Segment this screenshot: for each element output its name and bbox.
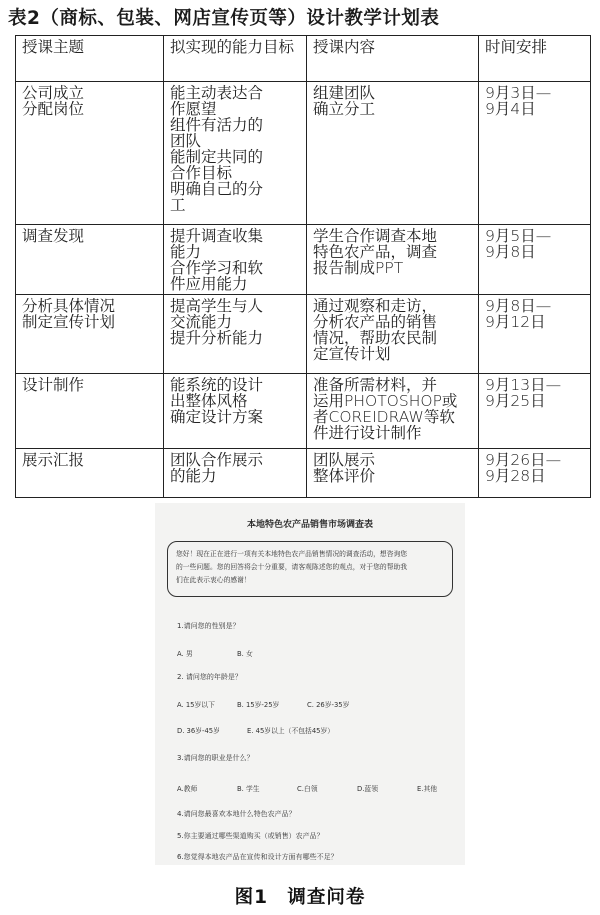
cell-goal <box>164 295 307 374</box>
cell-topic-line: 制定宣传计划 <box>22 313 116 331</box>
cell-content-line: 定宣传计划 <box>313 345 391 363</box>
cell-time-line: 9月8日 <box>485 243 536 261</box>
cell-content <box>307 449 479 498</box>
cell-content-line: 学生合作调查本地 <box>313 227 438 245</box>
header-time <box>479 36 591 82</box>
cell-content-line: 确立分工 <box>313 100 376 118</box>
cell-content-line: 组建团队 <box>313 84 376 102</box>
cell-topic <box>16 295 164 374</box>
cell-time-line: 9月28日 <box>485 467 546 485</box>
cell-goal-line: 交流能力 <box>170 313 233 331</box>
cell-goal <box>164 374 307 449</box>
cell-goal-line: 出整体风格 <box>170 392 248 410</box>
cell-content-line: 整体评价 <box>313 467 376 485</box>
cell-time <box>479 295 591 374</box>
cell-content <box>307 225 479 295</box>
cell-content-line: 情况，帮助农民制 <box>313 329 438 347</box>
cell-time <box>479 449 591 498</box>
cell-goal-line: 明确自己的分 <box>170 180 264 198</box>
cell-time-line: 9月3日— <box>485 84 552 102</box>
table-row <box>16 374 591 449</box>
cell-content-line: 报告制成PPT <box>313 259 404 277</box>
cell-time <box>479 225 591 295</box>
survey-intro-line: 们在此表示衷心的感谢！ <box>176 576 251 584</box>
cell-content-line: 者COREIDRAW等软 <box>313 408 455 426</box>
cell-time-line: 9月12日 <box>485 313 546 331</box>
survey-option: C.白领 <box>297 785 318 793</box>
cell-goal-line: 工 <box>170 196 186 214</box>
survey-question: 5.你主要通过哪些渠道购买（或销售）农产品？ <box>177 832 324 840</box>
cell-topic-line: 公司成立 <box>22 84 85 102</box>
survey-question: 6.您觉得本地农产品在宣传和设计方面有哪些不足？ <box>177 853 338 861</box>
cell-content <box>307 295 479 374</box>
cell-goal-line: 能系统的设计 <box>170 376 264 394</box>
survey-option: A. 15岁以下 <box>177 701 215 709</box>
survey-option: D.蓝领 <box>357 785 378 793</box>
table-row <box>16 225 591 295</box>
cell-content-line: 团队展示 <box>313 451 376 469</box>
cell-goal-line: 合作目标 <box>170 164 233 182</box>
survey-option: D. 36岁-45岁 <box>177 727 220 735</box>
survey-question: 1.请问您的性别是？ <box>177 622 240 630</box>
cell-topic-line: 展示汇报 <box>22 451 85 469</box>
survey-option: C. 26岁-35岁 <box>307 701 350 709</box>
survey-intro-line: 您好！现在正在进行一项有关本地特色农产品销售情况的调查活动，想咨询您 <box>176 550 408 558</box>
cell-goal-line: 团队 <box>170 132 202 150</box>
survey-option: B. 15岁-25岁 <box>237 701 280 709</box>
header-time-line: 时间安排 <box>485 38 548 56</box>
survey-questionnaire-photo <box>155 503 465 865</box>
cell-time-line: 9月13日— <box>485 376 562 394</box>
cell-goal-line: 组件有活力的 <box>170 116 264 134</box>
table-row <box>16 295 591 374</box>
cell-time-line: 9月8日— <box>485 297 552 315</box>
survey-option: B. 女 <box>237 650 253 658</box>
cell-goal-line: 件应用能力 <box>170 275 248 293</box>
cell-content <box>307 82 479 225</box>
header-goal <box>164 36 307 82</box>
cell-goal-line: 提升分析能力 <box>170 329 264 347</box>
cell-goal-line: 作愿望 <box>170 100 217 118</box>
figure-caption: 图1 调查问卷 <box>234 887 366 908</box>
survey-option: E. 45岁以上（不包括45岁） <box>247 727 335 735</box>
cell-topic-line: 分配岗位 <box>22 100 85 118</box>
cell-time-line: 9月26日— <box>485 451 562 469</box>
cell-topic-line: 调查发现 <box>22 227 85 245</box>
survey-question: 4.请问您最喜欢本地什么特色农产品？ <box>177 810 296 818</box>
cell-goal-line: 的能力 <box>170 467 217 485</box>
cell-goal-line: 提升调查收集 <box>170 227 264 245</box>
cell-time <box>479 374 591 449</box>
teaching-plan-body <box>16 36 591 498</box>
cell-time-line: 9月4日 <box>485 100 536 118</box>
table-header-row <box>16 36 591 82</box>
cell-content-line: 件进行设计制作 <box>313 424 422 442</box>
cell-topic <box>16 449 164 498</box>
cell-content-line: 运用PHOTOSHOP或 <box>313 392 458 410</box>
header-goal-line: 拟实现的能力目标 <box>170 38 295 56</box>
table-row <box>16 449 591 498</box>
cell-goal <box>164 449 307 498</box>
cell-goal-line: 团队合作展示 <box>170 451 264 469</box>
cell-topic-line: 分析具体情况 <box>22 297 116 315</box>
cell-time-line: 9月25日 <box>485 392 546 410</box>
cell-goal-line: 能力 <box>170 243 202 261</box>
cell-content-line: 分析农产品的销售 <box>313 313 438 331</box>
header-topic <box>16 36 164 82</box>
cell-goal <box>164 82 307 225</box>
cell-topic-line: 设计制作 <box>22 376 85 394</box>
cell-goal-line: 能主动表达合 <box>170 84 264 102</box>
cell-goal-line: 确定设计方案 <box>170 408 264 426</box>
table-row <box>16 82 591 225</box>
cell-goal-line: 提高学生与人 <box>170 297 264 315</box>
header-content-line: 授课内容 <box>313 38 376 56</box>
cell-topic <box>16 225 164 295</box>
survey-option: A.教师 <box>177 785 198 793</box>
table-title: 表2（商标、包装、网店宣传页等）设计教学计划表 <box>8 8 440 29</box>
survey-question: 3.请问您的职业是什么？ <box>177 754 254 762</box>
cell-goal-line: 能制定共同的 <box>170 148 264 166</box>
cell-content-line: 特色农产品，调查 <box>313 243 438 261</box>
header-content <box>307 36 479 82</box>
survey-option: B. 学生 <box>237 785 260 793</box>
cell-goal-line: 合作学习和软 <box>170 259 264 277</box>
survey-title: 本地特色农产品销售市场调查表 <box>246 520 373 530</box>
cell-content-line: 通过观察和走访， <box>313 297 438 315</box>
cell-content-line: 准备所需材料，并 <box>313 376 438 394</box>
survey-question: 2. 请问您的年龄是？ <box>177 673 242 681</box>
header-topic-line: 授课主题 <box>22 38 85 56</box>
survey-option: E.其他 <box>417 785 438 793</box>
survey-option: A. 男 <box>177 650 193 658</box>
cell-topic <box>16 374 164 449</box>
cell-content <box>307 374 479 449</box>
cell-time-line: 9月5日— <box>485 227 552 245</box>
cell-goal <box>164 225 307 295</box>
cell-time <box>479 82 591 225</box>
survey-intro-line: 的一些问题。您的回答将会十分重要，请客观陈述您的观点，对于您的帮助我 <box>176 563 408 571</box>
teaching-plan-table <box>15 35 591 498</box>
cell-topic <box>16 82 164 225</box>
survey-intro-box <box>167 541 453 597</box>
